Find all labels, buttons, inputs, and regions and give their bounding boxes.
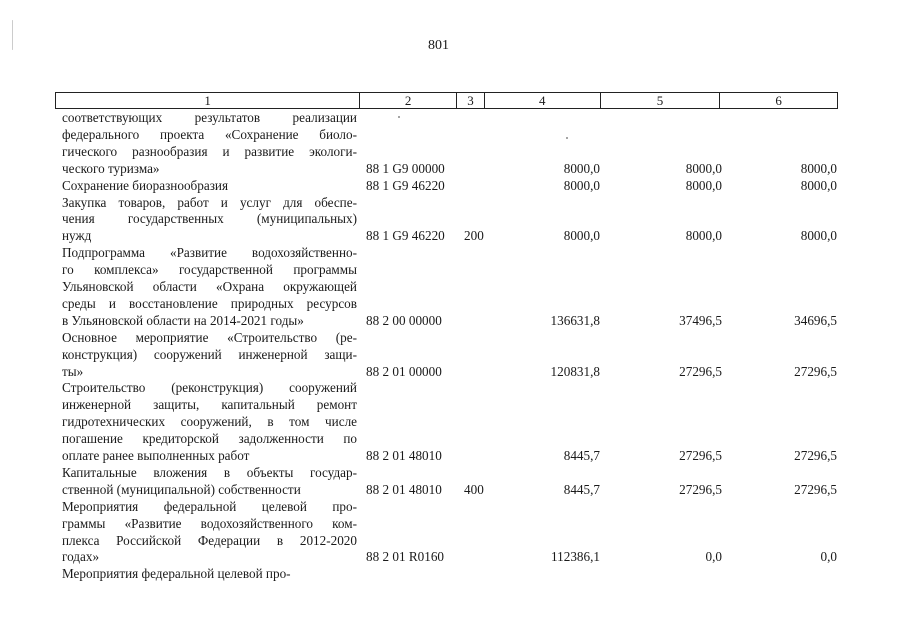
row-description-line: среды и восстановление природных ресурсов bbox=[62, 295, 357, 311]
row-value-col-4: 8000,0 bbox=[563, 160, 600, 176]
row-value-col-4: 8445,7 bbox=[563, 481, 600, 497]
row-description-line: Мероприятия федеральной целевой про- bbox=[62, 566, 291, 582]
row-value-col-4: 8445,7 bbox=[563, 448, 600, 463]
page-number: 801 bbox=[428, 38, 449, 53]
row-description-line: гического разнообразия и развитие экологи- bbox=[62, 143, 357, 159]
row-value-col-4: 8000,0 bbox=[563, 177, 600, 193]
row-description-line: Строительство (реконструкция) сооружений bbox=[62, 380, 357, 396]
row-code: 88 2 01 R0160 bbox=[366, 549, 445, 565]
row-value-col-6: 27296,5 bbox=[794, 448, 837, 463]
header-col-2: 2 bbox=[360, 93, 457, 108]
row-description-line: годах» bbox=[62, 549, 100, 565]
row-value-col-5: 27296,5 bbox=[679, 448, 722, 463]
row-description-line: Основное мероприятие «Строительство (ре- bbox=[62, 329, 357, 345]
scan-speck bbox=[398, 116, 400, 118]
row-code: 88 2 01 48010 bbox=[366, 448, 442, 463]
header-col-1: 1 bbox=[56, 93, 360, 108]
row-description-line: ственной (муниципальной) собственности bbox=[62, 481, 301, 497]
row-value-col-5: 27296,5 bbox=[679, 481, 722, 497]
row-description-line: Ульяновской области «Охрана окружающей bbox=[62, 279, 357, 294]
row-description-line: Капитальные вложения в объекты государ- bbox=[62, 464, 357, 480]
row-code: 88 2 00 00000 bbox=[366, 312, 442, 328]
header-col-3: 3 bbox=[457, 93, 485, 108]
table-header bbox=[55, 92, 838, 109]
row-description-line: Подпрограмма «Развитие водохозяйственно- bbox=[62, 245, 357, 261]
row-value-col-6: 0,0 bbox=[820, 549, 837, 565]
row-value-col-5: 37496,5 bbox=[679, 312, 722, 328]
row-description-line: федерального проекта «Сохранение биоло- bbox=[62, 126, 357, 142]
row-description-line: оплате ранее выполненных работ bbox=[62, 448, 250, 463]
row-description-line: плекса Российской Федерации в 2012-2020 bbox=[62, 532, 357, 548]
row-code: 88 1 G9 46220 bbox=[366, 228, 445, 244]
row-description-line: погашение кредиторской задолженности по bbox=[62, 431, 357, 447]
row-description-line: го комплекса» государственной программы bbox=[62, 262, 357, 278]
row-code: 88 2 01 48010 bbox=[366, 481, 442, 497]
header-col-4: 4 bbox=[485, 93, 601, 108]
scan-speck bbox=[566, 137, 568, 139]
row-value-col-6: 34696,5 bbox=[794, 312, 837, 328]
row-value-col-5: 8000,0 bbox=[685, 160, 722, 176]
row-description-line: соответствующих результатов реализации bbox=[62, 110, 357, 125]
row-description-line: Закупка товаров, работ и услуг для обеспе- bbox=[62, 194, 357, 210]
row-description-line: ческого туризма» bbox=[62, 160, 160, 176]
row-value-col-6: 27296,5 bbox=[794, 363, 837, 379]
row-description-line: в Ульяновской области на 2014-2021 годы» bbox=[62, 312, 304, 328]
row-code: 88 1 G9 46220 bbox=[366, 177, 445, 193]
row-code: 88 1 G9 00000 bbox=[366, 160, 445, 176]
row-value-col-5: 8000,0 bbox=[685, 228, 722, 244]
row-description-line: ты» bbox=[62, 363, 84, 379]
row-value-col-6: 27296,5 bbox=[794, 481, 837, 497]
row-value-col-4: 136631,8 bbox=[550, 312, 600, 328]
row-value-col-6: 8000,0 bbox=[800, 228, 837, 244]
row-value-col-6: 8000,0 bbox=[800, 160, 837, 176]
row-description-line: Мероприятия федеральной целевой про- bbox=[62, 498, 357, 514]
row-value-col-4: 112386,1 bbox=[551, 549, 600, 565]
row-description-line: нужд bbox=[62, 228, 92, 244]
row-description-line: инженерной защиты, капитальный ремонт bbox=[62, 397, 357, 413]
row-value-col-5: 27296,5 bbox=[679, 363, 722, 379]
header-col-5: 5 bbox=[601, 93, 721, 108]
row-description-line: Сохранение биоразнообразия bbox=[62, 177, 229, 193]
row-description-line: гидротехнических сооружений, в том числе bbox=[62, 414, 357, 430]
row-value-col-5: 8000,0 bbox=[685, 177, 722, 193]
row-description-line: граммы «Развитие водохозяйственного ком- bbox=[62, 515, 357, 531]
row-description-line: конструкция) сооружений инженерной защи- bbox=[62, 346, 357, 362]
row-expense-type: 200 bbox=[464, 228, 484, 244]
row-expense-type: 400 bbox=[464, 481, 484, 497]
header-col-6: 6 bbox=[775, 93, 782, 108]
row-value-col-4: 8000,0 bbox=[563, 228, 600, 244]
row-code: 88 2 01 00000 bbox=[366, 363, 442, 379]
row-description-line: чения государственных (муниципальных) bbox=[62, 211, 357, 227]
row-value-col-4: 120831,8 bbox=[550, 363, 600, 379]
row-value-col-6: 8000,0 bbox=[800, 177, 837, 193]
row-value-col-5: 0,0 bbox=[705, 549, 722, 565]
scan-speck bbox=[12, 20, 13, 50]
